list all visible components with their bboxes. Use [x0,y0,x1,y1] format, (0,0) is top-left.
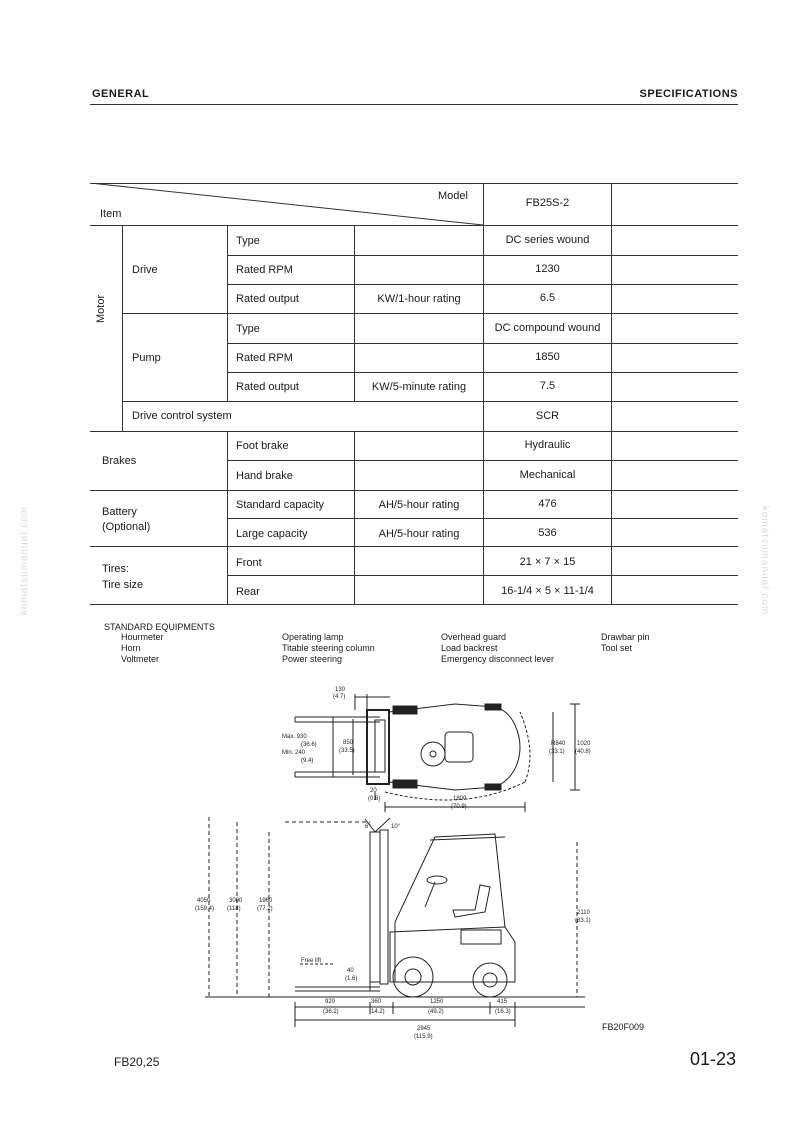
footer-model: FB20,25 [114,1055,160,1069]
dim-920: 920 [325,999,336,1005]
free-lift-label: Free lift [301,958,322,964]
dim-360: 360 [371,999,382,1005]
table-row-item: Standard capacity [236,499,325,511]
top-view [295,694,580,812]
dim-min240: Min. 240 [282,750,306,756]
angle-6: 6° [365,824,371,830]
dim-3000-in: (118) [227,906,241,912]
dim-130: 130 [335,687,346,693]
dim-2945: 2945 [417,1026,431,1032]
table-row-value: Hydraulic [524,439,571,451]
table-row-value: 536 [538,527,557,539]
watermark-right: komatsumanual.com [759,505,771,616]
table-row-item: Foot brake [236,440,289,452]
tires-label: Tires: [102,563,130,575]
model-value: FB25S-2 [525,197,570,209]
dim-130-in: (4.7) [333,694,346,700]
list-item: Power steering [282,654,343,664]
dim-min240-in: (9.4) [301,758,314,764]
table-row-value: DC series wound [505,234,590,246]
battery-optional-label: (Optional) [102,521,151,533]
equipment-col1 [121,632,164,665]
table-row-value: 21 × 7 × 15 [519,556,576,568]
dim-r840: R840 [551,741,566,747]
table-row-item: Rear [236,586,260,598]
dim-1020: 1020 [577,741,591,747]
table-row-value: 16-1/4 × 5 × 11-1/4 [501,585,594,597]
table-row-item: Large capacity [236,528,308,540]
brakes-label: Brakes [102,455,137,467]
table-row-unit: AH/5-hour rating [378,528,460,540]
table-row-item: Hand brake [236,470,293,482]
angle-10: 10° [391,824,401,830]
item-label: Item [100,208,122,220]
equipment-col4 [601,632,650,654]
dim-850-in: (33.5) [339,748,355,754]
equipment-col3 [441,632,554,665]
dim-1250: 1250 [430,999,444,1005]
dim-40: 40 [347,968,354,974]
section-header: GENERAL [92,88,150,100]
list-item: Drawbar pin [601,632,650,642]
table-row-unit: KW/5-minute rating [371,381,467,393]
list-item: Hourmeter [121,632,164,642]
dim-1250-in: (49.2) [428,1009,444,1015]
dim-max930-in: (36.6) [301,742,317,748]
dim-r840-in: (33.1) [549,749,565,755]
dim-415: 415 [497,999,508,1005]
page-number: 01-23 [690,1049,737,1069]
dim-4050: 4050 [197,898,211,904]
list-item: Emergency disconnect lever [441,654,555,664]
dim-2110-in: (83.1) [575,918,591,924]
dim-4050-in: (159.4) [195,906,215,912]
side-view [205,817,585,1027]
table-row-value: 6.5 [539,292,556,304]
table-row-unit: KW/1-hour rating [377,293,461,305]
table-row-item: Type [236,323,260,335]
dim-1960-in: (77.2) [257,906,273,912]
table-row-item: Front [236,557,262,569]
list-item: Load backrest [441,643,498,653]
watermark-left: komatsumanual.com [19,505,31,616]
dim-1800: 1800 [453,796,467,802]
equipment-title: STANDARD EQUIPMENTS [104,622,215,632]
list-item: Operating lamp [282,632,344,642]
table-row-item: Rated RPM [236,352,293,364]
motor-label: Motor [95,294,107,323]
list-item: Horn [121,643,141,653]
dim-1800-in: (70.9) [451,804,467,810]
dim-360-in: (14.2) [369,1009,385,1015]
dim-20-in: (0.8) [368,796,381,802]
table-row-item: Rated output [236,381,299,393]
section-title: SPECIFICATIONS [639,88,738,100]
dim-415-in: (16.3) [495,1009,511,1015]
dim-1020-in: (40.8) [575,749,591,755]
dim-40-in: (1.6) [345,976,358,982]
forklift-dimension-drawing [185,682,605,1042]
model-label: Model [438,190,468,202]
table-row-value: 7.5 [539,380,556,392]
dim-3000: 3000 [229,898,243,904]
list-item: Overhead guard [441,632,507,642]
equipment-col2 [282,632,375,665]
table-row-value: SCR [535,410,560,422]
header-rule [90,104,738,105]
table-row-value: DC compound wound [494,322,601,334]
dim-1960: 1960 [259,898,273,904]
table-row-value: 1230 [535,263,560,275]
dim-920-in: (36.2) [323,1009,339,1015]
drive-label: Drive [132,264,158,276]
dim-2945-in: (115.9) [414,1034,433,1040]
drive-control-label: Drive control system [132,410,232,422]
table-row-item: Type [236,235,260,247]
table-row-item: Rated RPM [236,264,293,276]
table-row-item: Rated output [236,293,299,305]
table-row-value: 1850 [535,351,560,363]
pump-label: Pump [132,352,161,364]
dim-2110: 2110 [577,910,590,916]
list-item: Tool set [601,643,633,653]
table-row-value: Mechanical [519,469,576,481]
table-row-value: 476 [538,498,557,510]
dim-20: 20 [370,788,377,794]
list-item: Titable steering column [282,643,375,653]
figure-code: FB20F009 [602,1022,645,1032]
dim-850: 850 [343,740,354,746]
table-row-unit: AH/5-hour rating [378,499,460,511]
tire-size-label: Tire size [102,579,144,591]
battery-label: Battery [102,506,137,518]
header-diagonal [90,183,483,226]
dim-max930: Max. 930 [282,734,307,740]
specifications-table [90,183,738,605]
list-item: Voltmeter [121,654,160,664]
